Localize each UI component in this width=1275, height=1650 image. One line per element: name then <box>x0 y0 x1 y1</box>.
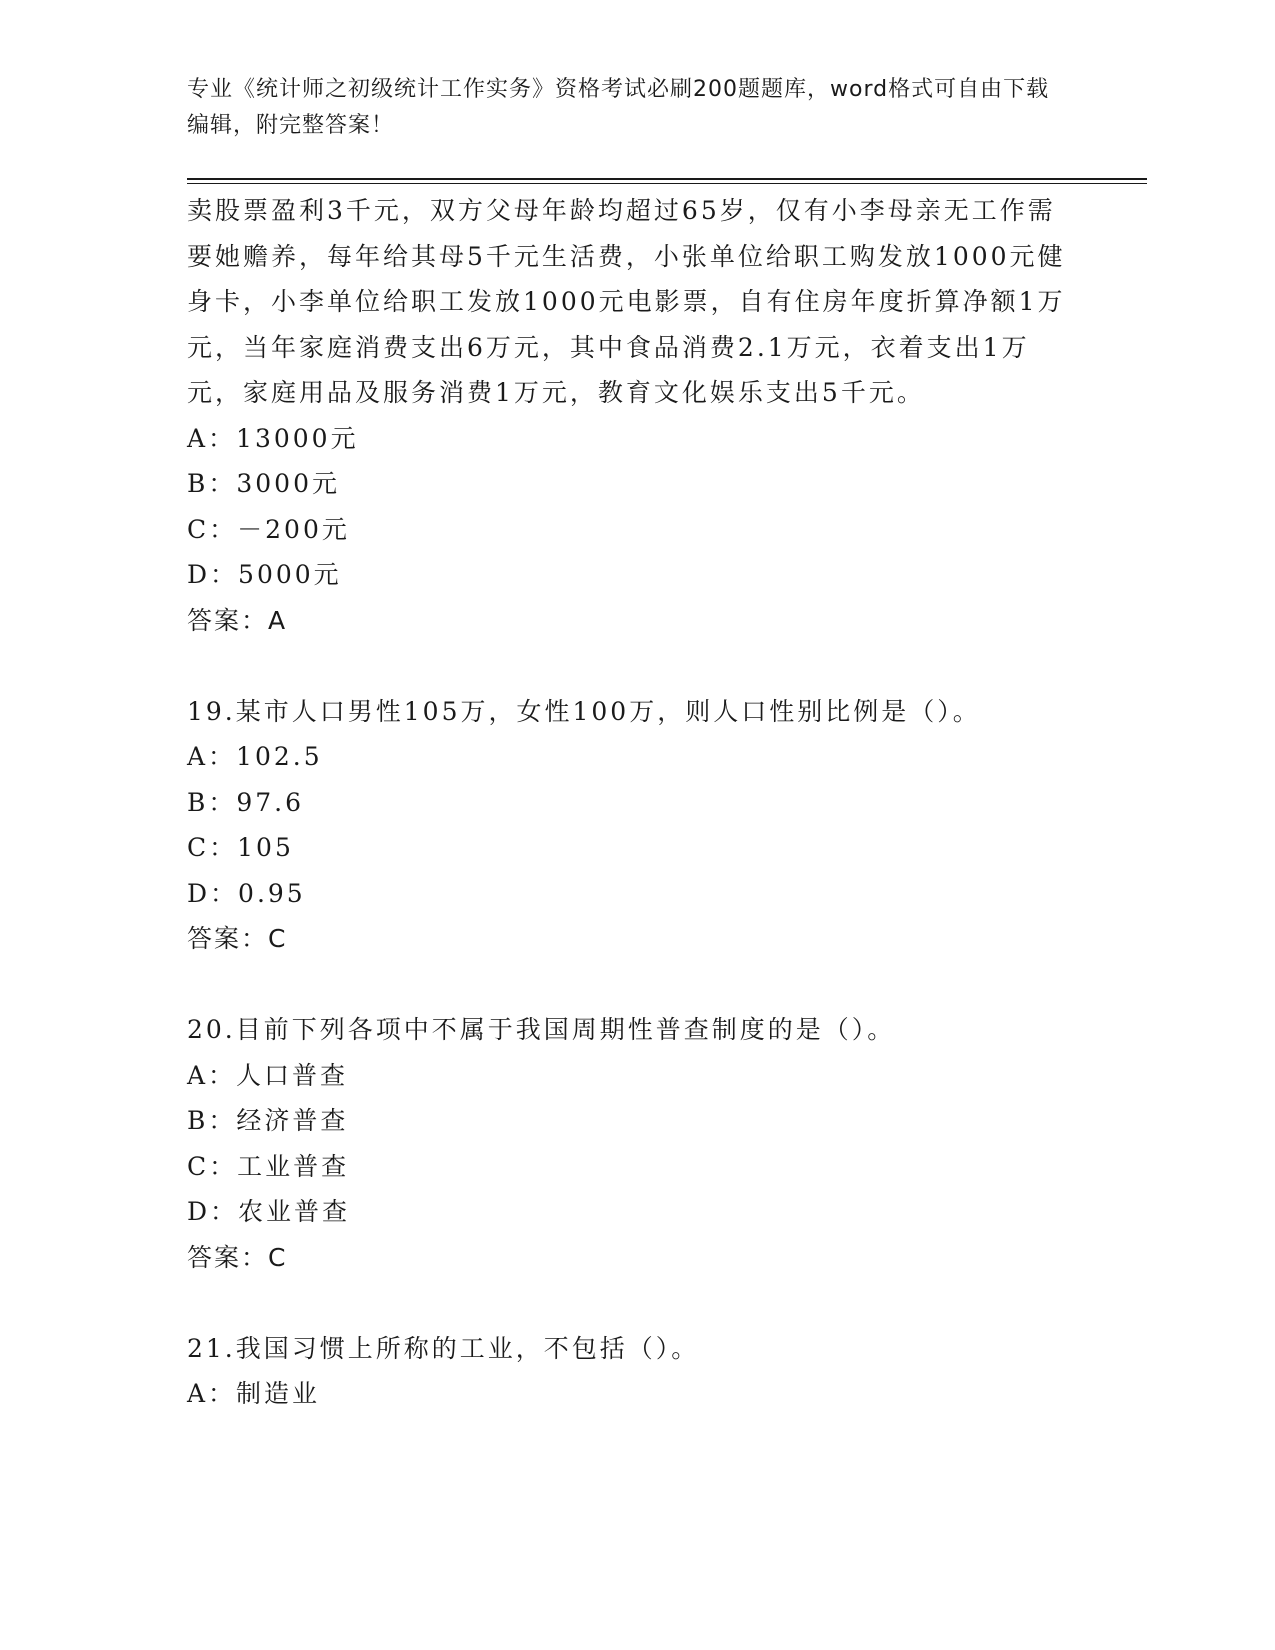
option-b: B：97.6 <box>187 787 305 817</box>
question-18 <box>187 188 1067 643</box>
option-a: A：制造业 <box>187 1379 321 1408</box>
option-c: C：－200元 <box>187 514 350 544</box>
option-d: D：5000元 <box>187 560 342 589</box>
option-d: D：0.95 <box>187 878 306 908</box>
answer-label: 答案：C <box>187 924 288 953</box>
spacer <box>187 643 1067 689</box>
header-rule-thin <box>187 183 1147 184</box>
option-a: A：人口普查 <box>187 1060 349 1090</box>
question-20 <box>187 1007 1067 1280</box>
option-c: C：105 <box>187 833 294 862</box>
header-rule-thick <box>187 178 1147 180</box>
question-21 <box>187 1326 1067 1417</box>
document-body <box>187 188 1067 1417</box>
spacer <box>187 1280 1067 1326</box>
option-a: A：102.5 <box>187 742 323 771</box>
question-stem: 卖股票盈利3千元，双方父母年龄均超过65岁，仅有小李母亲无工作需要她赡养，每年给其母5千元生活费，小张单位给职工购发放1000元健身卡，小李单位给职工发放1000元电影票，自有住房年度折算净额1万元，当年家庭消费支出6万元，其中食品消费2.1万元，衣着支出1万元，家庭用品及服务消费1万元，教育文化娱乐支出5千元。 <box>187 196 1066 407</box>
option-d: D：农业普查 <box>187 1197 351 1226</box>
option-a: A：13000元 <box>187 423 359 453</box>
option-b: B：3000元 <box>187 469 340 498</box>
option-b: B：经济普查 <box>187 1106 349 1135</box>
spacer <box>187 962 1067 1008</box>
question-stem: 21.我国习惯上所称的工业，不包括（）。 <box>187 1333 700 1363</box>
page-header: 专业《统计师之初级统计工作实务》资格考试必刷200题题库，word格式可自由下载编辑，附完整答案！ <box>187 77 1050 138</box>
question-19 <box>187 689 1067 962</box>
question-stem: 19.某市人口男性105万，女性100万，则人口性别比例是（）。 <box>187 696 981 726</box>
option-c: C：工业普查 <box>187 1151 350 1181</box>
answer-label: 答案：A <box>187 605 288 635</box>
answer-label: 答案：C <box>187 1242 288 1272</box>
question-stem: 20.目前下列各项中不属于我国周期性普查制度的是（）。 <box>187 1015 896 1044</box>
